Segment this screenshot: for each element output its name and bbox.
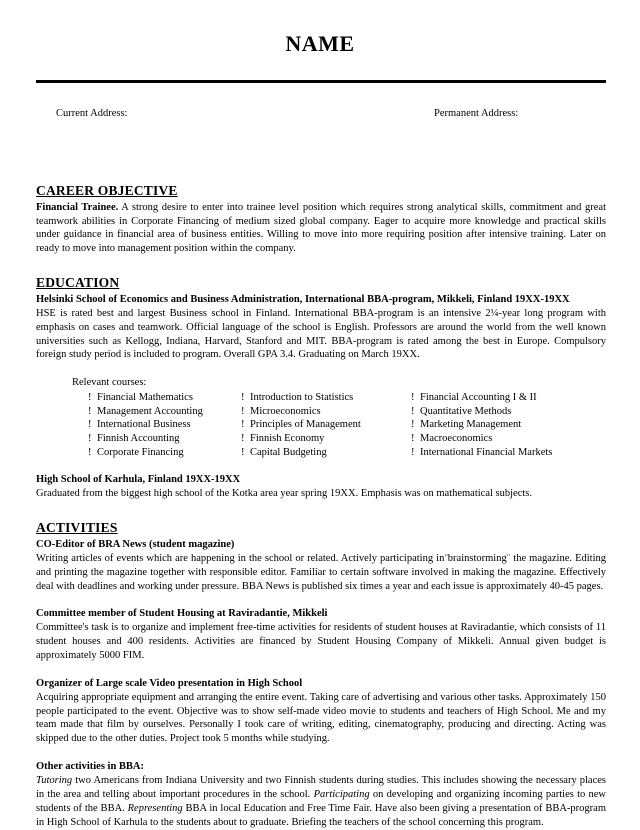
courses-column-1 [88,391,241,459]
course-label: Marketing Management [420,419,522,431]
header-divider [36,80,606,83]
course-bullet-icon: ! [241,419,245,431]
education-university-body: HSE is rated best and largest Business school in Finland. International BBA-program is an intensive 2¼-year long program with emphasis on cases and teamwork. Official language of the school is English. Professors are around the world from the well known universities such as Kellogg, Indiana, Harvard, Stanford and MIT. BBA-program is rated among the best in Europe. Compulsory foreign study period is included to program. Overall GPA 3.4. Graduating on March 19XX. [36,307,606,361]
spacer-before-courses [36,362,606,376]
activity-title: Organizer of Large scale Video presentation in High School [36,677,303,689]
high-school-title: High School of Karhula, Finland 19XX-19XX [36,474,241,486]
text-run: two Americans from Indiana University and two Finnish students during studies. This includes showing the necessary places in the area and telling about important procedures in the school. [36,775,606,800]
course-bullet-icon: ! [88,433,92,445]
courses-column-3 [411,391,606,459]
course-label: Capital Budgeting [250,446,327,458]
course-label: Macroeconomics [420,433,493,445]
spacer-activity-3 [36,746,606,760]
other-activities-entry [36,760,606,829]
activity-entry [36,607,606,662]
course-label: Financial Mathematics [97,392,193,404]
course-bullet-icon: ! [241,405,245,417]
text-run: on developing and organizing incoming parties to new students of the BBA. [36,788,606,814]
course-bullet-icon: ! [411,392,415,404]
spacer-activity-2 [36,663,606,677]
course-bullet-icon: ! [88,405,92,417]
course-item [411,446,606,460]
course-label: Finnish Economy [250,433,325,445]
header-spacer-2 [0,146,640,183]
course-bullet-icon: ! [411,405,415,417]
activities-heading: ACTIVITIES [36,520,118,536]
education-heading: EDUCATION [36,275,120,291]
course-bullet-icon: ! [241,446,245,458]
permanent-address-label: Permanent Address: [434,108,519,120]
course-label: International Business [97,419,191,431]
emphasis-run: Tutoring [36,775,73,786]
course-item [88,391,241,405]
current-address-label: Current Address: [56,108,128,120]
document-body [36,183,606,830]
page-title: NAME [285,31,355,56]
course-bullet-icon: ! [411,446,415,458]
course-bullet-icon: ! [241,433,245,445]
relevant-courses-label: Relevant courses: [72,377,147,389]
course-bullet-icon: ! [411,433,415,445]
course-item [241,391,411,405]
spacer-before-high-school [36,459,606,473]
courses-column-2 [241,391,411,459]
course-bullet-icon: ! [88,392,92,404]
activity-title: Committee member of Student Housing at Raviradantie, Mikkeli [36,608,328,620]
activity-entry [36,677,606,746]
activity-title: CO-Editor of BRA News (student magazine) [36,538,235,550]
course-bullet-icon: ! [88,419,92,431]
section-activities [36,520,606,829]
course-item [411,391,606,405]
course-bullet-icon: ! [88,446,92,458]
section-education [36,275,606,501]
course-label: Quantitative Methods [420,405,512,417]
other-activities-body [36,774,606,829]
course-item [88,432,241,446]
course-item [241,446,411,460]
activity-body: Acquiring appropriate equipment and arranging the entire event. Taking care of advertising and various other tasks. Approximately 150 people participated to the event. Objective was to show self-made video movie to students and teachers of High School. Me and my team made that film by ourselves. Personally I took care of writing, editing, cinematography, producing and directing. Acting was skipped due to the other duties. Project took 5 months while studying. [36,691,606,745]
relevant-courses-grid [88,391,606,459]
course-item [241,418,411,432]
activity-body: Writing articles of events which are happening in the school or related. Actively participating in¨brainstorming¨ the magazine. Editing and printing the magazine together with responsible editor. Familiar to certain software involved in making the magazine. Effectively deal with deadlines and working under pressure. BBA News is published six times a year and each issue is approximately 40-45 pages. [36,552,606,592]
section-career-objective [36,183,606,256]
course-item [88,446,241,460]
high-school-body: Graduated from the biggest high school of the Kotka area year spring 19XX. Emphasis was on mathematical subjects. [36,488,532,500]
emphasis-run: Representing [127,802,183,814]
career-objective-lead: Financial Trainee. [36,201,119,213]
career-objective-body: A strong desire to enter into trainee level position which requires strong analytical skills, commitment and great teamwork abilities in Corporate Financing of medium sized global company. Eager to acquire more knowledge and practical skills under guidance in financial area of business entities. Willing to move into more requiring position after intensive training. Later on ready to move into management position within the company. [36,201,606,255]
course-label: Financial Accounting I & II [420,392,537,404]
course-label: Principles of Management [250,419,361,431]
course-label: Introduction to Statistics [250,392,354,404]
spacer-activity-1 [36,593,606,607]
course-item [88,405,241,419]
course-item [411,432,606,446]
course-label: Management Accounting [97,405,203,417]
career-objective-text [36,201,606,256]
other-activities-title: Other activities in BBA: [36,761,145,773]
activity-entry [36,538,606,593]
course-label: International Financial Markets [420,446,553,458]
activity-body: Committee's task is to organize and implement free-time activities for residents of student houses at Raviradantie, which consists of 11 student houses and 400 residents. Activities are financed by Student Housing Company of Mikkeli. Annual given budget is approximately 5000 FIM. [36,622,606,661]
header-spacer [0,121,640,146]
spacer-after-objective [36,256,606,275]
course-item [241,405,411,419]
career-objective-heading: CAREER OBJECTIVE [36,182,178,198]
address-row [56,107,606,121]
spacer-before-activities [36,501,606,520]
course-bullet-icon: ! [241,392,245,404]
course-label: Corporate Financing [97,446,184,458]
course-item [88,418,241,432]
course-bullet-icon: ! [411,419,415,431]
emphasis-run: Participating [313,788,370,800]
text-run: BBA in local Education and Free Time Fair. Have also been giving a presentation of BBA-program in High School of Karhula to the students about to graduate. Briefing the teachers of the school concerning this program. [36,802,606,828]
course-label: Finnish Accounting [97,433,180,445]
course-item [241,432,411,446]
course-item [411,418,606,432]
course-label: Microeconomics [250,405,321,417]
course-item [411,405,606,419]
education-university-title: Helsinki School of Economics and Business Administration, International BBA-program, Mikkeli, Finland 19XX-19XX [36,294,570,306]
